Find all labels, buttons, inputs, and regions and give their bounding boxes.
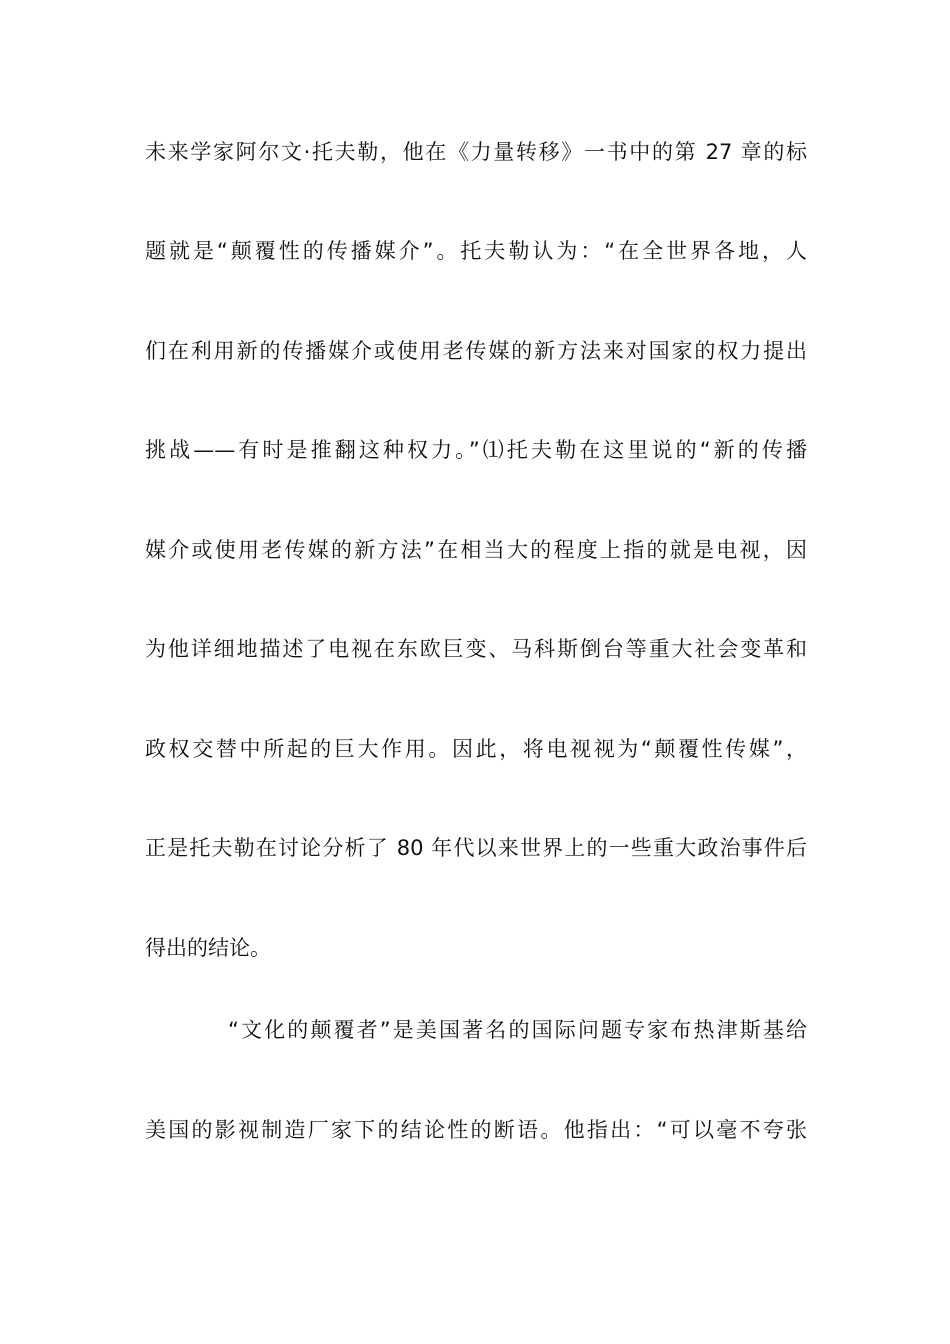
text-line: 为他详细地描述了电视在东欧巨变、马科斯倒台等重大社会变革和 (145, 637, 807, 661)
text-line: 们在利用新的传播媒介或使用老传媒的新方法来对国家的权力提出 (145, 339, 807, 363)
text-line: 未来学家阿尔文·托夫勒，他在《力量转移》一书中的第 27 章的标 (145, 140, 807, 164)
text-line: 正是托夫勒在讨论分析了 80 年代以来世界上的一些重大政治事件后 (145, 836, 807, 860)
text-line: “文化的颠覆者”是美国著名的国际问题专家布热津斯基给 (228, 1018, 807, 1042)
text-line: 挑战——有时是推翻这种权力。”⑴托夫勒在这里说的“新的传播 (145, 438, 807, 462)
text-line: 得出的结论。 (145, 936, 271, 960)
text-line: 媒介或使用老传媒的新方法”在相当大的程度上指的就是电视，因 (145, 538, 807, 562)
text-line: 政权交替中所起的巨大作用。因此，将电视视为“颠覆性传媒”， (145, 737, 807, 761)
text-line: 美国的影视制造厂家下的结论性的断语。他指出：“可以毫不夸张 (145, 1118, 807, 1142)
text-line: 题就是“颠覆性的传播媒介”。托夫勒认为：“在全世界各地，人 (145, 239, 807, 263)
